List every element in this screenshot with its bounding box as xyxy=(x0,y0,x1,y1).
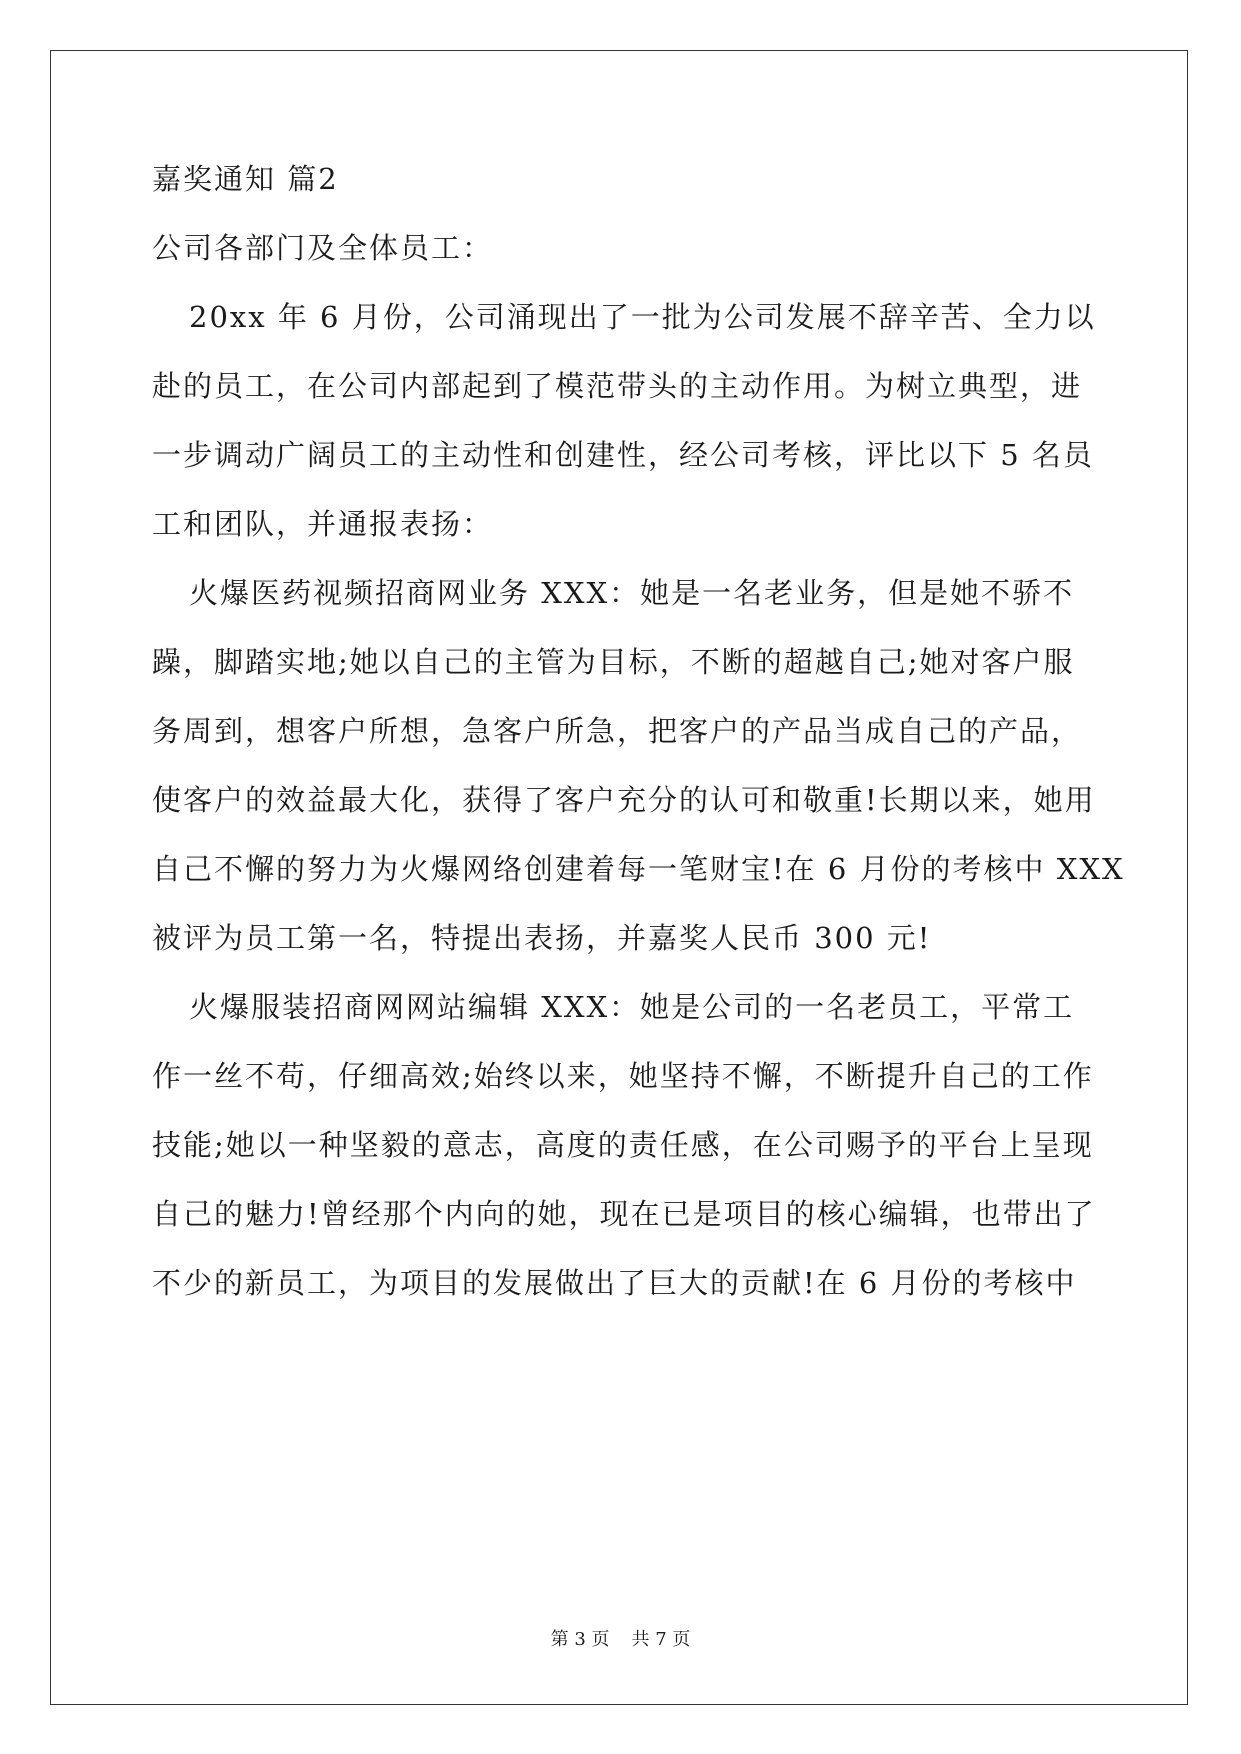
paragraph-line: 工和团队，并通报表扬： xyxy=(152,507,494,541)
page-total: 共 7 页 xyxy=(631,1629,691,1650)
paragraph-line: 20xx 年 6 月份，公司涌现出了一批为公司发展不辞辛苦、全力以 xyxy=(189,300,1096,334)
paragraph-line: 一步调动广阔员工的主动性和创建性，经公司考核，评比以下 5 名员 xyxy=(152,438,1094,472)
salutation: 公司各部门及全体员工： xyxy=(152,231,494,265)
paragraph-line: 技能;她以一种坚毅的意志，高度的责任感，在公司赐予的平台上呈现 xyxy=(152,1128,1094,1162)
page-footer xyxy=(0,1625,1241,1651)
paragraph-line: 自己的魅力!曾经那个内向的她，现在已是项目的核心编辑，也带出了 xyxy=(152,1197,1096,1231)
paragraph-line: 被评为员工第一名，特提出表扬，并嘉奖人民币 300 元! xyxy=(152,921,932,955)
paragraph-line: 火爆服装招商网网站编辑 XXX：她是公司的一名老员工，平常工 xyxy=(189,990,1075,1024)
paragraph-line: 自己不懈的努力为火爆网络创建着每一笔财宝!在 6 月份的考核中 XXX xyxy=(152,852,1125,886)
document-title: 嘉奖通知 篇2 xyxy=(152,162,339,196)
paragraph-line: 火爆医药视频招商网业务 XXX：她是一名老业务，但是她不骄不 xyxy=(189,576,1075,610)
paragraph-line: 不少的新员工，为项目的发展做出了巨大的贡献!在 6 月份的考核中 xyxy=(152,1266,1077,1300)
page-number: 第 3 页 xyxy=(550,1629,610,1650)
paragraph-line: 躁，脚踏实地;她以自己的主管为目标，不断的超越自己;她对客户服 xyxy=(152,645,1075,679)
paragraph-line: 使客户的效益最大化，获得了客户充分的认可和敬重!长期以来，她用 xyxy=(152,783,1096,817)
paragraph-line: 作一丝不苟，仔细高效;始终以来，她坚持不懈，不断提升自己的工作 xyxy=(152,1059,1094,1093)
paragraph-line: 赴的员工，在公司内部起到了模范带头的主动作用。为树立典型，进 xyxy=(152,369,1083,403)
paragraph-line: 务周到，想客户所想，急客户所急，把客户的产品当成自己的产品， xyxy=(152,714,1083,748)
